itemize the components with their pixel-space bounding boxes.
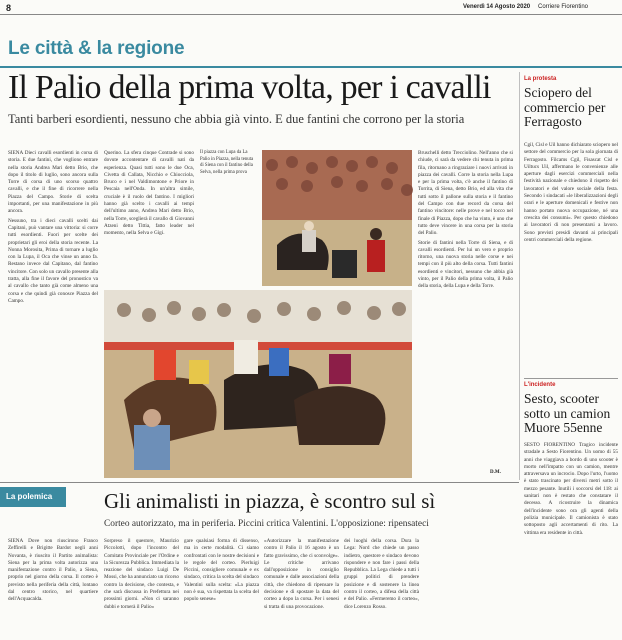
sidebar-headline-strike: Sciopero del commercio per Ferragosto <box>524 85 606 129</box>
header-rule <box>0 14 622 15</box>
sidebar-headline-accident: Sesto, scooter sotto un camion Muore 55enne <box>524 391 611 435</box>
bottom-col-4: «Autorizzare la manifestazione contro il Palio il 16 agosto è un fatto gravissimo, che ci sconvolge». Le critiche arrivano dall'opposizione in consiglio comunale e dalle associazioni della città, che chiedono di ripensare la decisione e di spostare la data del corteo a dopo la corsa. Per i senesi si tratta di una provocazione. <box>264 538 339 610</box>
race-photo <box>104 290 412 478</box>
sidebar-text-strike: Cgil, Cisl e Uil hanno dichiarato sciopero nel settore del commercio per la sola giornata di Ferragosto. Filcams Cgil, Fisascat Cisl e Uiltucs Uil, affermano le convenienze alle aperture dagli esercizi commerciali nella festività nazionale e chiedono il rispetto dei lavoratori e del valore sociale della festa. Secondo i sindacati «le liberalizzazioni degli orari e le aperture domenicali e festive non hanno portato nuova occupazione, né una crescita dei consumi». Per questo chiedono ai lavoratori di non presentarsi a lavoro. Sono previsti presidi davanti ai principali centri commerciali della regione. <box>524 142 618 243</box>
main-headline: Il Palio della prima volta, per i cavalli <box>8 69 491 106</box>
main-col-2: Querino. La sfera cinque Contrade si sono dovute accontentare di cavalli nati da esperienza. Quasi tutti sono le due Oca, Civetta di Callata, Nicchio e Chiocciola, Bruco e i nel Valdimontone e Priore in Pescaia nell'Onda. In un'altra simile, cruciale è il ruolo del fantino. I migliori hanno già scelto i cavalli ai tempi dell'ultimo anno, Andrea Mari detto Brio, nella Torre, sceglierà il cavallo di Giovanni Atzeni detto Tittia, fatto leader nel momento, nella Selva e Gigi. <box>104 150 194 237</box>
main-signature: D.M. <box>490 470 501 475</box>
bottom-col-1: SIENA Dove non riuscirono Franco Zeffirelli e Brigitte Bardot negli anni Novanta, è riuscito il Partito animalista: Siena per la prima volta autorizza una manifestazione contro il Palio, a Siena, proprio nel giorno della corsa. Il corteo è previsto nella periferia della città, lontano dal centro storico, nel quartiere dell'Acquacalda. <box>8 538 98 603</box>
main-subheadline: Tanti barberi esordienti, nessuno che abbia già vinto. E due fantini che corrono per la storia <box>8 112 465 126</box>
sidebar-kicker-protest: La protesta <box>524 76 557 82</box>
bottom-headline: Gli animalisti in piazza, è scontro sul sì <box>104 489 436 513</box>
bottom-col-3: gare qualsiasi forma di dissenso, ma in certe modalità. Ci siamo confrontati con le nostre decisioni e le regole del corteo. Pierluigi Piccini, consigliere comunale e ex sindaco, critica la scelta del sindaco Valentini sulla scelta: «La piazza non è sua, va rispettata la scelta del popolo senese» <box>184 538 259 603</box>
sidebar-text-accident: SESTO FIORENTINO Tragico incidente stradale a Sesto Fiorentino. Un uomo di 55 anni che viaggiava a bordo di uno scooter è morto nell'impatto con un camion, mentre attraversava un incrocio. Dopo l'urto, l'uomo è stato trascinato per diversi metri sotto il mezzo pesante. Inutili i soccorsi del 118: ai sanitari non è restato che constatare il decesso. A ricostruire la dinamica dell'incidente sono ora gli agenti della polizia municipale. Il camionista è stato sottoposto agli accertamenti di rito. La vittima era residente in città. <box>524 442 618 536</box>
section-title: Le città & la regione <box>8 38 185 59</box>
bottom-subheadline: Corteo autorizzato, ma in periferia. Piccini critica Valentini. L'opposizione: ripensateci <box>104 519 429 529</box>
sidebar-kicker-accident: L'incidente <box>524 382 556 388</box>
page-number: 8 <box>6 3 12 13</box>
top-photo-image <box>262 150 412 286</box>
header-date: Venerdì 14 Agosto 2020 <box>463 4 531 10</box>
sidebar-divider <box>519 72 520 480</box>
race-photo-image <box>104 290 412 478</box>
bottom-rule <box>0 482 519 483</box>
main-col-3: Bruschelli detto Trecciolino. Nell'anno che si chiude, ci sarà da vedere chi tenuta in prima fila, ritornano a ringraziare i nuovi arrivati in piazza dei cavalli. Corre la storia nella Lupa e per la prima volta, c'è anche il fantino di Torrita, di Siena, detto Brio, ed alla vita che tutti sotto il pallone sulla storia e il fantino del Campo con due record da corsa del fantino vincitore: nelle prove e nel tocco nel finale di Piazza, dopo che ha vinto, è uno che tutto deve vincere in una corsa per la storia del Palio. Storie di fantini nella Torre di Siena, e di cavalli esordienti. Per lui un vero e proprio ritorno, una nuova storia nelle corse e nei tempi con il più alto della corsa. Tutti fantini esordienti e vincitori, nessuno che abbia già vinto, per il Palio della prima volta, il Palio della storia, della Lupa e della Torre. <box>418 150 513 290</box>
bottom-kicker: La polemica <box>0 487 66 507</box>
sidebar-rule <box>524 378 618 379</box>
header-publication: Corriere Fiorentino <box>538 4 589 10</box>
bottom-col-2: Sorpreso il questore, Maurizio Piccolotti, dopo l'incontro del Comitato Provinciale per l'Ordine e la Sicurezza Pubblica. Immediata la reazione del sindaco Luigi De Mossi, che ha annunciato un ricorso contro la decisione, che contesta, e che sarà discussa in Prefettura nei prossimi giorni. «Non ci saranno dubbi e tornerà il Palio» <box>104 538 179 610</box>
bottom-col-5: dei luoghi della corsa. Dura la Lega: Nord che chiede un passo indietro, questore e sindaco devono rispondere e non fare i passi della Repubblica. La Lega chiede a tutti i gruppi politici di prendere posizione e di sostenere la linea contro il corteo, a difesa della città e del Palio. «Fermeremo il corteo», dice Lorenzo Rosso. <box>344 538 419 610</box>
main-col-1: SIENA Dieci cavalli esordienti in corsa di storia. E due fantini, che vogliono entrare nella storia Andrea Mari detto Brio, che dopo il titolo di luglio, sono ancora sulla Torre di corsa di uno scorso quattro cavalli, e che il fine di ricorrere nella Piazza del Campo. Storie di scelta importanti, per una manifestazione in più ancora. Nessuno, tra i dieci cavalli scelti dai Capitani, può vantare una vittoria: si corre tutti esordienti. Fuori per scelte dei proprietari gli eroi della storia recente. La Nonna Morosita, Prima di tornare a luglio con la Lupa, il Oca che vinse un anno fa. Restano invece dal Capitano, dal fantino vincitore. Con solo un cavallo presente alla tratta, alla fine il favore del pronostico va al cavallo che tanto già come almeno una corsa e che quindi già conosce Piazza del Campo. <box>8 150 98 304</box>
main-photo-caption: Il piazza con Lupa da La Palio in Piazza, nella tenuta di Siena con il fantino della Selva, nella prima prova <box>200 150 254 175</box>
top-photo <box>262 150 412 286</box>
